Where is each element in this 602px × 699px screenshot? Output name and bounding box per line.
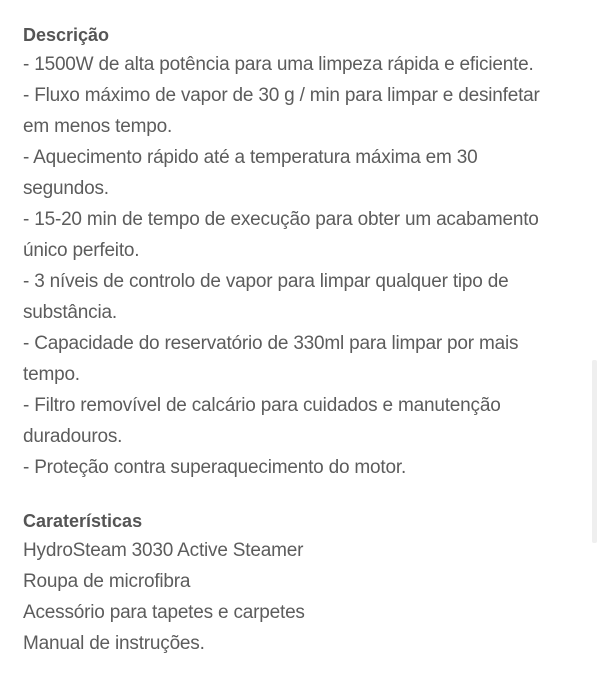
- description-line: segundos.: [23, 178, 109, 199]
- description-line: - Aquecimento rápido até a temperatura máxima em 30: [23, 147, 478, 168]
- feature-item: Roupa de microfibra: [23, 571, 191, 592]
- vertical-scrollbar[interactable]: [592, 360, 597, 543]
- description-line: substância.: [23, 302, 117, 323]
- description-line: em menos tempo.: [23, 116, 173, 137]
- description-line: - Proteção contra superaquecimento do motor.: [23, 457, 407, 478]
- description-line: - 1500W de alta potência para uma limpeza rápida e eficiente.: [23, 54, 534, 75]
- description-list: [23, 49, 583, 483]
- description-line: - Capacidade do reservatório de 330ml para limpar por mais: [23, 333, 519, 354]
- features-title: Caraterísticas: [23, 511, 143, 531]
- description-line: - 15-20 min de tempo de execução para obter um acabamento: [23, 209, 539, 230]
- product-details: [23, 21, 583, 659]
- description-line: único perfeito.: [23, 240, 140, 261]
- description-line: duradouros.: [23, 426, 123, 447]
- description-line: - 3 níveis de controlo de vapor para limpar qualquer tipo de: [23, 271, 509, 292]
- description-line: - Filtro removível de calcário para cuidados e manutenção: [23, 395, 501, 416]
- feature-item: HydroSteam 3030 Active Steamer: [23, 540, 304, 561]
- feature-item: Acessório para tapetes e carpetes: [23, 602, 305, 623]
- features-list: [23, 535, 583, 659]
- description-line: - Fluxo máximo de vapor de 30 g / min para limpar e desinfetar: [23, 85, 540, 106]
- description-line: tempo.: [23, 364, 80, 385]
- feature-item: Manual de instruções.: [23, 633, 205, 654]
- section-spacer: [23, 483, 583, 507]
- description-title: Descrição: [23, 25, 110, 45]
